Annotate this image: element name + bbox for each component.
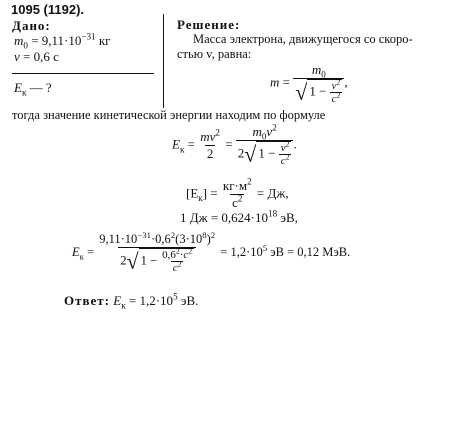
problem-number: 1095 (1192). [11, 2, 85, 17]
given-m0: $m_0 = 9,11\cdot 10^{-31}$ кг [14, 31, 111, 51]
vertical-divider [163, 14, 164, 108]
units-check: $[E_к]$ = $\frac{кг\cdot м^2}{с^2}$ = Дж, [186, 176, 289, 210]
mass-formula: m = $m_0$ √ 1 − $\frac{v^2}{c^2}$ , [270, 62, 348, 105]
given-find: $E_к$ — ? [14, 80, 52, 98]
solution-line1: Масса электрона, движущегося со скоро- [193, 32, 413, 46]
solution-line3: тогда значение кинетической энергии находим по формуле [12, 108, 326, 122]
given-divider [12, 73, 154, 74]
given-label: Дано: [12, 18, 51, 33]
solution-line2: стью v, равна: [177, 47, 252, 61]
solution-label: Решение: [177, 17, 241, 32]
answer: Ответ: $E_к = 1,2\cdot 10^5$ эВ. [64, 291, 199, 311]
energy-formula: $E_к$ = $\frac{mv^2}{2}$ = $m_0v^2$ 2√ 1 − $\frac{v^2}{c^2}$ . [172, 122, 297, 167]
calculation: $E_к$ = $9,11\cdot 10^{-31}\cdot 0,6^2(3\cdot 10^8)^2$ 2√ 1 − $\frac{0,6^2\cdot c^2}{c^2}$ = $1,2\cdot 10^5$ эВ = 0,12 МэВ. [72, 229, 351, 274]
given-v: v = 0,6 c [14, 49, 59, 64]
conversion: 1 Дж = $0,624\cdot 10^{18}$ эВ, [180, 208, 298, 225]
